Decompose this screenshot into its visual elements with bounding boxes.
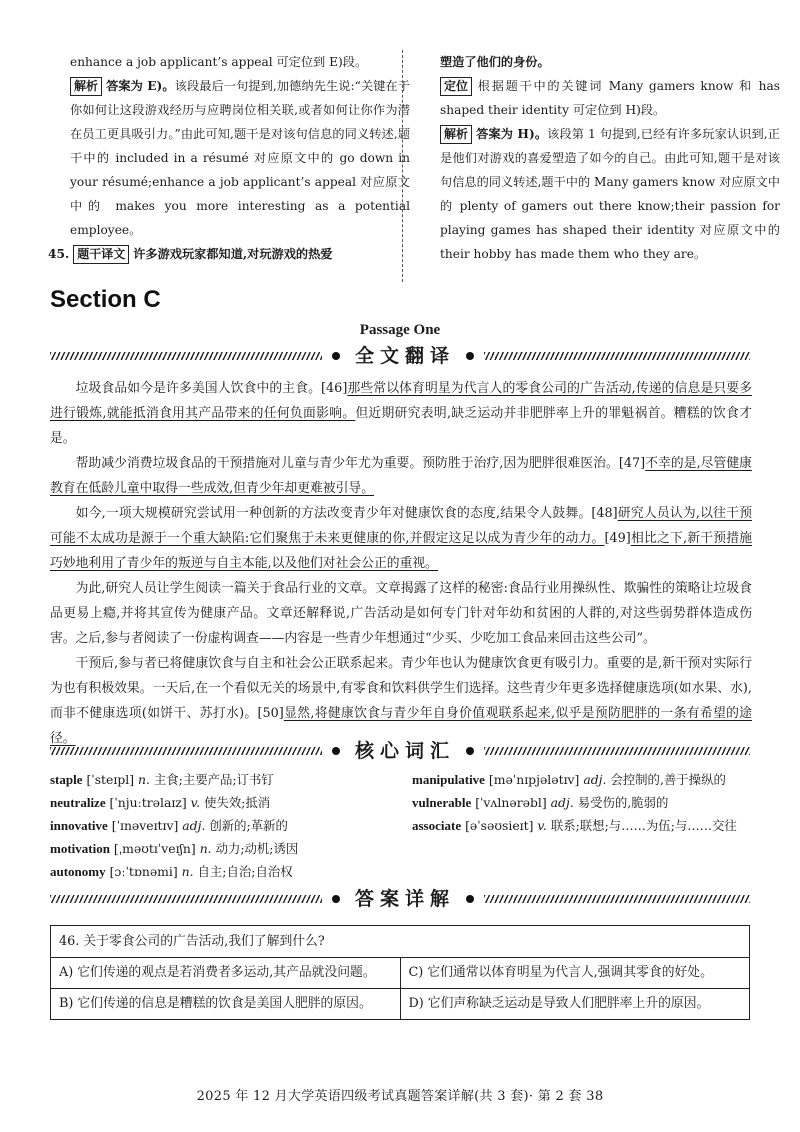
option-text: 它们传递的观点是若消费者多运动,其产品就没问题。 <box>77 965 376 980</box>
vocab-def: 动力;动机;诱因 <box>215 841 299 856</box>
vocab-ipa: [ˌməʊtɪˈveɪʃn] <box>113 841 196 856</box>
vocab-pos: v. <box>190 795 201 810</box>
question-stem: 46. 关于零食公司的广告活动,我们了解到什么? <box>51 926 750 958</box>
underlined-50: 显然,将健康饮食与青少年自身价值观联系起来,似乎是预防肥胖的一条有希望的途径。 <box>50 706 752 746</box>
marker-50: [50] <box>257 706 284 721</box>
left-column <box>48 50 410 266</box>
section-title: Section C <box>50 286 161 313</box>
marker-48: [48] <box>591 506 618 521</box>
vocab-ipa: [məˈnɪpjələtɪv] <box>488 772 580 787</box>
vocab-def: 主食;主要产品;订书钉 <box>153 772 274 787</box>
translation-paragraph <box>50 376 752 451</box>
page-footer: 2025 年 12 月大学英语四级考试真题答案详解(共 3 套)· 第 2 套 38 <box>196 1089 604 1104</box>
option-d <box>400 989 750 1020</box>
vocab-word: staple <box>50 772 83 787</box>
option-text: 它们传递的信息是糟糕的饮食是美国人肥胖的原因。 <box>77 996 372 1011</box>
q45-line <box>48 242 410 266</box>
vocab-entry <box>412 791 752 814</box>
option-letter: C) <box>408 965 424 980</box>
vocab-pos: v. <box>537 818 547 833</box>
passage-title: Passage One <box>359 322 441 338</box>
text: 干预后,参与者已将健康饮食与自主和社会公正联系起来。青少年也认为健康饮食更有吸引力。重要的是,新干预对实际行为也有积极效果。一天后,在一个看似无关的场景中,有零食和饮料供学生们选择。这些青少年更多选择健康选项(如水果、水),而非不健康选项(如饼干、苏打水)。 <box>50 656 752 721</box>
vocab-ipa: [ˈsteɪpl] <box>86 772 135 787</box>
vocab-word: autonomy <box>50 864 106 879</box>
vocab-ipa: [əˈsəʊsieɪt] <box>465 818 534 833</box>
vocab-entry <box>50 860 390 883</box>
underlined-47: 不幸的是,尽管健康教育在低龄儿童中取得一些成效,但青少年却更难被引导。 <box>50 456 752 496</box>
text: 帮助减少消费垃圾食品的干预措施对儿童与青少年尤为重要。预防胜于治疗,因为肥胖很难医治。 <box>75 456 619 471</box>
text: 垃圾食品如今是许多美国人饮食中的主食。 <box>75 381 322 396</box>
vocab-word: vulnerable <box>412 795 472 810</box>
option-a <box>51 958 401 989</box>
banner-vocab <box>50 738 750 764</box>
option-letter: B) <box>59 996 74 1011</box>
banner-dot <box>332 895 340 903</box>
translation-paragraph <box>50 501 752 576</box>
banner-answers <box>50 886 750 912</box>
translation-paragraph <box>50 451 752 501</box>
banner-translation <box>50 343 750 369</box>
right-analysis <box>440 122 780 266</box>
banner-dot <box>332 747 340 755</box>
vocab-ipa: [ˈɪnəveɪtɪv] <box>111 818 179 833</box>
translation-paragraph <box>50 651 752 751</box>
vocab-def: 联系;联想;与……为伍;与……交往 <box>550 818 737 833</box>
marker-47: [47] <box>618 456 646 471</box>
analysis-text: 该段最后一句提到,加德纳先生说:“关键在于你如何让这段游戏经历与应聘岗位相关联,或者如何让你作为潜在员工更具吸引力。”由此可知,题干是对该句信息的同义转述,题干中的 included in a résumé 对应原文中的 go down in your résumé;enhance a job applicant’s appeal 对应原文中的 makes you more interesting as a potential employee。 <box>70 79 410 237</box>
vocab-pos: n. <box>181 864 194 879</box>
banner-dot <box>332 352 340 360</box>
option-letter: A) <box>59 965 74 980</box>
banner-dot <box>466 895 474 903</box>
vocab-def: 易受伤的,脆弱的 <box>577 795 669 810</box>
option-text: 它们声称缺乏运动是导致人们肥胖率上升的原因。 <box>427 996 710 1011</box>
analysis-text: 该段第 1 句提到,已经有许多玩家认识到,正是他们对游戏的喜爱塑造了如今的自己。由此可知,题干是对该句信息的同义转述,题干中的 Many gamers know 对应原文中的 plenty of gamers out there know;their passion for playing games has shaped their identity 对应原文中的 their hobby has made them who they are。 <box>440 127 780 261</box>
vocab-word: associate <box>412 818 462 833</box>
right-column <box>440 50 780 266</box>
table-row <box>51 989 750 1020</box>
banner-label: 核心词汇 <box>354 740 455 762</box>
table-row <box>51 926 750 958</box>
banner-dot <box>466 747 474 755</box>
locate-text: 根据题干中的关键词 Many gamers know 和 has shaped their identity 可定位到 H)段。 <box>440 79 780 117</box>
banner-hatch <box>484 352 750 360</box>
left-analysis <box>70 74 410 242</box>
vocab-entry <box>412 768 752 791</box>
analysis-tag: 解析 <box>70 77 102 96</box>
vocab-ipa: [ˈnjuːtrəlaɪz] <box>109 795 187 810</box>
analysis-tag: 解析 <box>440 125 472 144</box>
option-c <box>400 958 750 989</box>
vocab-word: manipulative <box>412 772 485 787</box>
vocab-word: innovative <box>50 818 108 833</box>
question-number: 45. <box>48 247 70 261</box>
banner-dot <box>466 352 474 360</box>
banner-hatch <box>50 895 322 903</box>
banner-hatch <box>50 747 322 755</box>
marker-49: [49] <box>604 531 631 546</box>
vocab-def: 使失效;抵消 <box>204 795 271 810</box>
vocab-ipa: [ˈvʌlnərəbl] <box>475 795 547 810</box>
banner-hatch <box>484 895 750 903</box>
full-translation <box>50 376 752 751</box>
locate-tag: 定位 <box>440 77 472 96</box>
left-line: enhance a job applicant’s appeal 可定位到 E)段。 <box>70 55 368 69</box>
vocab-word: neutralize <box>50 795 106 810</box>
answer-label: 答案为 E)。 <box>106 79 175 93</box>
vocab-pos: adj. <box>583 772 607 787</box>
vocab-list-right <box>412 768 752 837</box>
vocab-word: motivation <box>50 841 110 856</box>
underlined-49: 相比之下,新干预措施巧妙地利用了青少年的叛逆与自主本能,以及他们对社会公正的重视。 <box>50 531 752 571</box>
column-divider <box>402 50 403 282</box>
banner-hatch <box>50 352 322 360</box>
vocab-entry <box>50 768 390 791</box>
stem-translation-text: 许多游戏玩家都知道,对玩游戏的热爱 <box>133 247 333 261</box>
translation-paragraph: 为此,研究人员让学生阅读一篇关于食品行业的文章。文章揭露了这样的秘密:食品行业用操纵性、欺骗性的策略让垃圾食品更易上瘾,并将其宣传为健康产品。文章还解释说,广告活动是如何专门针对年幼和贫困的人群的,对这些弱势群体造成伤害。之后,参与者阅读了一份虚构调查——内容是一些青少年想通过“少买、少吃加工食品来回击这些公司”。 <box>50 581 752 646</box>
question-46-table <box>50 925 750 1020</box>
previous-answers <box>48 50 780 282</box>
right-locate <box>440 74 780 122</box>
vocab-def: 自主;自治;自治权 <box>197 864 293 879</box>
vocab-list-left <box>50 768 390 883</box>
vocab-pos: adj. <box>550 795 574 810</box>
vocab-entry <box>50 814 390 837</box>
marker-46: [46] <box>321 381 348 396</box>
vocab-ipa: [ɔːˈtɒnəmi] <box>109 864 178 879</box>
option-letter: D) <box>408 996 424 1011</box>
banner-hatch <box>484 747 750 755</box>
underlined-46: 那些常以体育明星为代言人的零食公司的广告活动,传递的信息是只要多进行锻炼,就能抵消食用其产品带来的任何负面影响。 <box>50 381 752 421</box>
stem-translation-tag: 题干译文 <box>73 245 129 264</box>
vocab-entry <box>412 814 752 837</box>
vocab-entry <box>50 791 390 814</box>
option-b <box>51 989 401 1020</box>
vocab-pos: adj. <box>182 818 206 833</box>
banner-label: 全文翻译 <box>354 345 455 367</box>
text: 但近期研究表明,缺乏运动并非肥胖率上升的罪魁祸首。糟糕的饮食才是。 <box>50 406 752 446</box>
option-text: 它们通常以体育明星为代言人,强调其零食的好处。 <box>427 965 713 980</box>
vocab-def: 会控制的,善于操纵的 <box>610 772 726 787</box>
vocab-pos: n. <box>138 772 150 787</box>
table-row <box>51 958 750 989</box>
right-line: 塑造了他们的身份。 <box>440 55 550 69</box>
vocab-entry <box>50 837 390 860</box>
answer-label: 答案为 H)。 <box>476 127 548 141</box>
text: 如今,一项大规模研究尝试用一种创新的方法改变青少年对健康饮食的态度,结果令人鼓舞。 <box>75 506 592 521</box>
banner-label: 答案详解 <box>354 888 455 910</box>
vocab-def: 创新的;革新的 <box>209 818 288 833</box>
vocab-pos: n. <box>199 841 212 856</box>
underlined-48: 研究人员认为,以往干预可能不太成功是源于一个重大缺陷:它们聚焦于未来更健康的你,并假定这足以成为青少年的动力。 <box>50 506 752 546</box>
